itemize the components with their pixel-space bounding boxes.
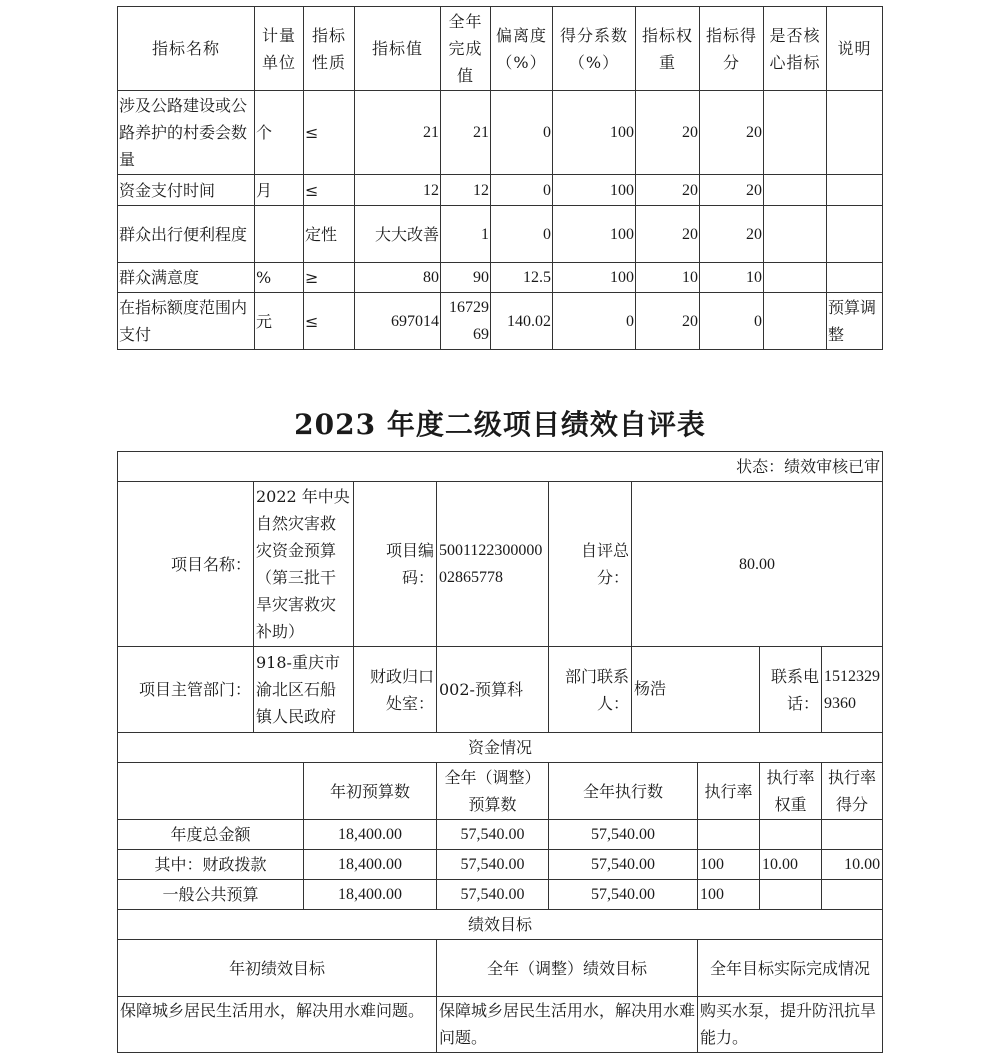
goals-header-row bbox=[118, 940, 883, 997]
note-cell bbox=[827, 263, 883, 293]
actual-value: 1672969 bbox=[441, 293, 491, 350]
score-coefficient: 0 bbox=[553, 293, 636, 350]
execution-rate: 100 bbox=[698, 850, 760, 880]
header-cell: 指标名称 bbox=[118, 7, 255, 91]
actual-completion: 购买水泵，提升防汛抗旱能力。 bbox=[698, 997, 883, 1053]
funds-row-label: 年度总金额 bbox=[118, 820, 304, 850]
unit-cell: 月 bbox=[255, 175, 304, 206]
department-row bbox=[118, 647, 883, 733]
phone-value: 15123299360 bbox=[822, 647, 883, 733]
status-label: 状态：绩效审核已审 bbox=[118, 452, 883, 482]
adjusted-budget: 57,540.00 bbox=[437, 820, 549, 850]
rate-weight bbox=[760, 820, 822, 850]
indicator-name: 在指标额度范围内支付 bbox=[118, 293, 255, 350]
rate-weight: 10.00 bbox=[760, 850, 822, 880]
actual-value: 12 bbox=[441, 175, 491, 206]
contact-value: 杨浩 bbox=[632, 647, 760, 733]
adjusted-budget: 57,540.00 bbox=[437, 850, 549, 880]
header-cell: 全年目标实际完成情况 bbox=[698, 940, 883, 997]
score: 20 bbox=[700, 206, 764, 263]
header-cell: 指标得分 bbox=[700, 7, 764, 91]
header-cell: 年初绩效目标 bbox=[118, 940, 437, 997]
office-label: 财政归口处室： bbox=[354, 647, 437, 733]
indicator-name: 资金支付时间 bbox=[118, 175, 255, 206]
header-cell: 执行率得分 bbox=[822, 763, 883, 820]
header-cell: 执行率权重 bbox=[760, 763, 822, 820]
adjusted-goal: 保障城乡居民生活用水，解决用水难问题。 bbox=[437, 997, 698, 1053]
target-value: 697014 bbox=[355, 293, 441, 350]
core-flag bbox=[764, 91, 827, 175]
weight: 20 bbox=[636, 206, 700, 263]
department-value: 918-重庆市渝北区石船镇人民政府 bbox=[254, 647, 354, 733]
score: 10 bbox=[700, 263, 764, 293]
project-name: 2022 年中央自然灾害救灾资金预算（第三批干旱灾害救灾补助） bbox=[254, 482, 354, 647]
actual-value: 90 bbox=[441, 263, 491, 293]
execution-rate: 100 bbox=[698, 880, 760, 910]
goals-section-row bbox=[118, 910, 883, 940]
nature-cell: ≥ bbox=[304, 263, 355, 293]
project-code-label: 项目编码： bbox=[354, 482, 437, 647]
target-value: 80 bbox=[355, 263, 441, 293]
score: 20 bbox=[700, 175, 764, 206]
header-cell: 全年（调整）绩效目标 bbox=[437, 940, 698, 997]
core-flag bbox=[764, 175, 827, 206]
score-coefficient: 100 bbox=[553, 263, 636, 293]
table-row bbox=[118, 206, 883, 263]
score-coefficient: 100 bbox=[553, 91, 636, 175]
deviation: 12.5 bbox=[491, 263, 553, 293]
initial-goal: 保障城乡居民生活用水，解决用水难问题。 bbox=[118, 997, 437, 1053]
indicator-table bbox=[117, 6, 883, 350]
self-score-value: 80.00 bbox=[632, 482, 883, 647]
core-flag bbox=[764, 263, 827, 293]
header-cell: 计量单位 bbox=[255, 7, 304, 91]
indicator-name: 涉及公路建设或公路养护的村委会数量 bbox=[118, 91, 255, 175]
actual-value: 21 bbox=[441, 91, 491, 175]
weight: 20 bbox=[636, 91, 700, 175]
actual-value: 1 bbox=[441, 206, 491, 263]
self-evaluation-table bbox=[117, 451, 883, 1053]
funds-header-row bbox=[118, 763, 883, 820]
header-cell: 全年完成值 bbox=[441, 7, 491, 91]
score: 0 bbox=[700, 293, 764, 350]
unit-cell: 元 bbox=[255, 293, 304, 350]
deviation: 0 bbox=[491, 91, 553, 175]
page-title: 2023 年度二级项目绩效自评表 bbox=[294, 408, 706, 441]
header-cell: 全年（调整）预算数 bbox=[437, 763, 549, 820]
office-value: 002-预算科 bbox=[437, 647, 549, 733]
header-cell: 指标值 bbox=[355, 7, 441, 91]
score-coefficient: 100 bbox=[553, 175, 636, 206]
indicator-name: 群众出行便利程度 bbox=[118, 206, 255, 263]
header-cell: 全年执行数 bbox=[549, 763, 698, 820]
table-row bbox=[118, 91, 883, 175]
deviation: 140.02 bbox=[491, 293, 553, 350]
indicator-header-row bbox=[118, 7, 883, 91]
adjusted-budget: 57,540.00 bbox=[437, 880, 549, 910]
header-cell: 年初预算数 bbox=[304, 763, 437, 820]
nature-cell: ≤ bbox=[304, 91, 355, 175]
weight: 20 bbox=[636, 175, 700, 206]
table-row bbox=[118, 820, 883, 850]
rate-score: 10.00 bbox=[822, 850, 883, 880]
funds-row-label: 其中：财政拨款 bbox=[118, 850, 304, 880]
initial-budget: 18,400.00 bbox=[304, 880, 437, 910]
initial-budget: 18,400.00 bbox=[304, 820, 437, 850]
target-value: 大大改善 bbox=[355, 206, 441, 263]
note-cell bbox=[827, 91, 883, 175]
table-row bbox=[118, 997, 883, 1053]
header-cell: 偏离度（%） bbox=[491, 7, 553, 91]
target-value: 12 bbox=[355, 175, 441, 206]
header-cell: 指标权重 bbox=[636, 7, 700, 91]
header-cell: 说明 bbox=[827, 7, 883, 91]
project-code: 500112230000002865778 bbox=[437, 482, 549, 647]
execution-rate bbox=[698, 820, 760, 850]
deviation: 0 bbox=[491, 175, 553, 206]
nature-cell: ≤ bbox=[304, 175, 355, 206]
executed-amount: 57,540.00 bbox=[549, 850, 698, 880]
table-row bbox=[118, 850, 883, 880]
status-row bbox=[118, 452, 883, 482]
weight: 10 bbox=[636, 263, 700, 293]
header-cell: 指标性质 bbox=[304, 7, 355, 91]
target-value: 21 bbox=[355, 91, 441, 175]
project-row bbox=[118, 482, 883, 647]
note-cell bbox=[827, 175, 883, 206]
funds-section-title: 资金情况 bbox=[118, 733, 883, 763]
initial-budget: 18,400.00 bbox=[304, 850, 437, 880]
table-row bbox=[118, 175, 883, 206]
weight: 20 bbox=[636, 293, 700, 350]
unit-cell bbox=[255, 206, 304, 263]
table-row bbox=[118, 293, 883, 350]
rate-score bbox=[822, 880, 883, 910]
contact-label: 部门联系人： bbox=[549, 647, 632, 733]
self-score-label: 自评总分： bbox=[549, 482, 632, 647]
funds-section-row bbox=[118, 733, 883, 763]
rate-score bbox=[822, 820, 883, 850]
header-cell bbox=[118, 763, 304, 820]
goals-section-title: 绩效目标 bbox=[118, 910, 883, 940]
score: 20 bbox=[700, 91, 764, 175]
nature-cell: 定性 bbox=[304, 206, 355, 263]
note-cell bbox=[827, 206, 883, 263]
header-cell: 得分系数（%） bbox=[553, 7, 636, 91]
funds-row-label: 一般公共预算 bbox=[118, 880, 304, 910]
header-cell: 执行率 bbox=[698, 763, 760, 820]
deviation: 0 bbox=[491, 206, 553, 263]
core-flag bbox=[764, 206, 827, 263]
unit-cell: 个 bbox=[255, 91, 304, 175]
nature-cell: ≤ bbox=[304, 293, 355, 350]
table-row bbox=[118, 263, 883, 293]
executed-amount: 57,540.00 bbox=[549, 820, 698, 850]
executed-amount: 57,540.00 bbox=[549, 880, 698, 910]
phone-label: 联系电话： bbox=[760, 647, 822, 733]
department-label: 项目主管部门： bbox=[118, 647, 254, 733]
unit-cell: % bbox=[255, 263, 304, 293]
project-name-label: 项目名称： bbox=[118, 482, 254, 647]
table-row bbox=[118, 880, 883, 910]
rate-weight bbox=[760, 880, 822, 910]
indicator-name: 群众满意度 bbox=[118, 263, 255, 293]
header-cell: 是否核心指标 bbox=[764, 7, 827, 91]
score-coefficient: 100 bbox=[553, 206, 636, 263]
note-cell: 预算调整 bbox=[827, 293, 883, 350]
core-flag bbox=[764, 293, 827, 350]
